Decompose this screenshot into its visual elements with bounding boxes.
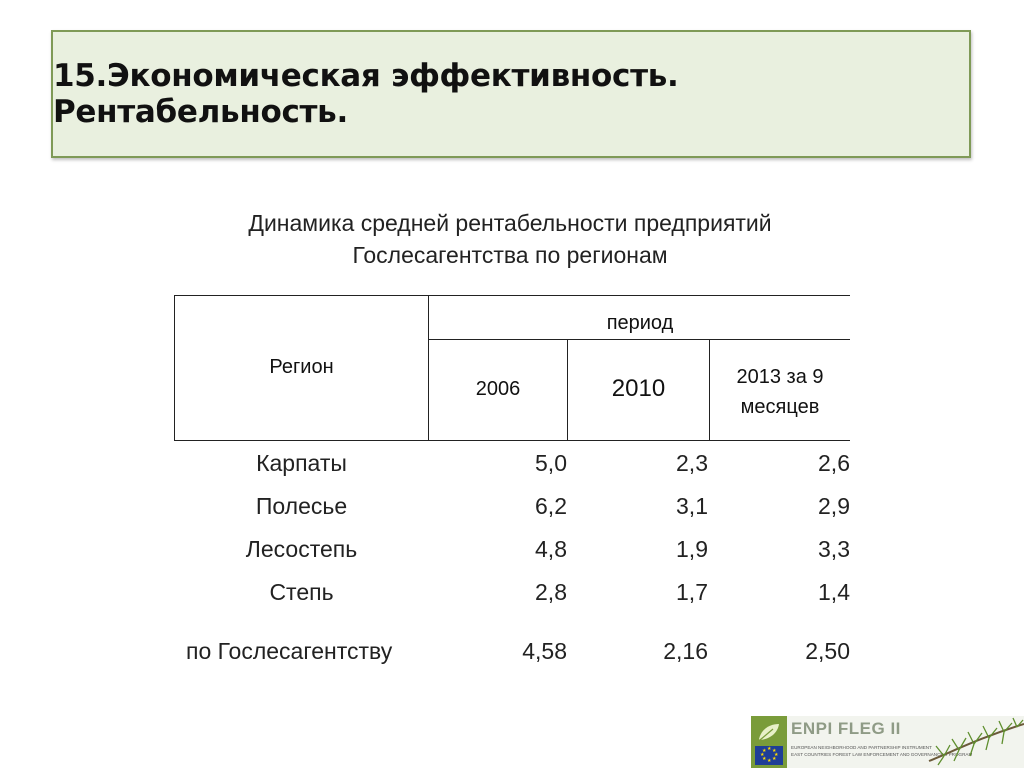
header-bottom-border	[174, 440, 850, 441]
header-year-2010: 2010	[611, 375, 666, 402]
cell-2006: 2,8	[535, 579, 567, 605]
slide-title-box	[51, 30, 971, 158]
header-year-2013	[710, 362, 850, 422]
total-2013: 2,50	[805, 638, 850, 664]
cell-2006: 6,2	[535, 493, 567, 519]
cell-2013: 3,3	[818, 536, 850, 562]
row-region: Степь	[269, 579, 334, 605]
pine-branch-icon	[919, 716, 1024, 768]
header-year-2013-line-1: 2013 за 9	[736, 366, 824, 388]
logo-text-area	[787, 716, 1024, 768]
table-caption-line-1: Динамика средней рентабельности предприятий	[248, 210, 772, 236]
header-period-divider	[428, 339, 850, 340]
slide-title: 15.Экономическая эффективность. Рентабельность.	[53, 58, 679, 130]
header-region: Регион	[269, 356, 334, 378]
total-2010: 2,16	[663, 638, 708, 664]
table-caption	[150, 207, 870, 271]
cell-2010: 3,1	[676, 493, 708, 519]
eu-flag-icon: ★ ★ ★ ★ ★ ★ ★ ★	[755, 746, 783, 765]
header-year-2006: 2006	[475, 378, 521, 400]
logo-subtitle-1: EUROPEAN NEIGHBORHOOD AND PARTNERSHIP INSTRUMENT	[791, 745, 932, 750]
row-region: Лесостепь	[245, 536, 358, 562]
cell-2013: 2,9	[818, 493, 850, 519]
logo-badge	[751, 716, 787, 768]
cell-2010: 1,9	[676, 536, 708, 562]
table-caption-line-2: Гослесагентства по регионам	[352, 242, 668, 268]
total-label: по Гослесагентству	[186, 638, 393, 664]
cell-2013: 2,6	[818, 450, 850, 476]
row-region: Карпаты	[256, 450, 347, 476]
total-2006: 4,58	[522, 638, 567, 664]
enpi-fleg-logo	[751, 716, 1024, 768]
header-region-divider	[428, 295, 429, 441]
cell-2010: 1,7	[676, 579, 708, 605]
cell-2006: 5,0	[535, 450, 567, 476]
header-top-border	[174, 295, 850, 296]
cell-2006: 4,8	[535, 536, 567, 562]
cell-2010: 2,3	[676, 450, 708, 476]
logo-subtitle-2: EAST COUNTRIES FOREST LAW ENFORCEMENT AND GOVERNANCE II PROGRAM	[791, 752, 973, 757]
row-region: Полесье	[255, 493, 348, 519]
logo-name: ENPI FLEG II	[791, 719, 901, 738]
leaf-icon	[756, 721, 782, 743]
header-year-2013-line-2: месяцев	[740, 396, 820, 418]
cell-2013: 1,4	[818, 579, 850, 605]
header-period: период	[606, 312, 674, 334]
